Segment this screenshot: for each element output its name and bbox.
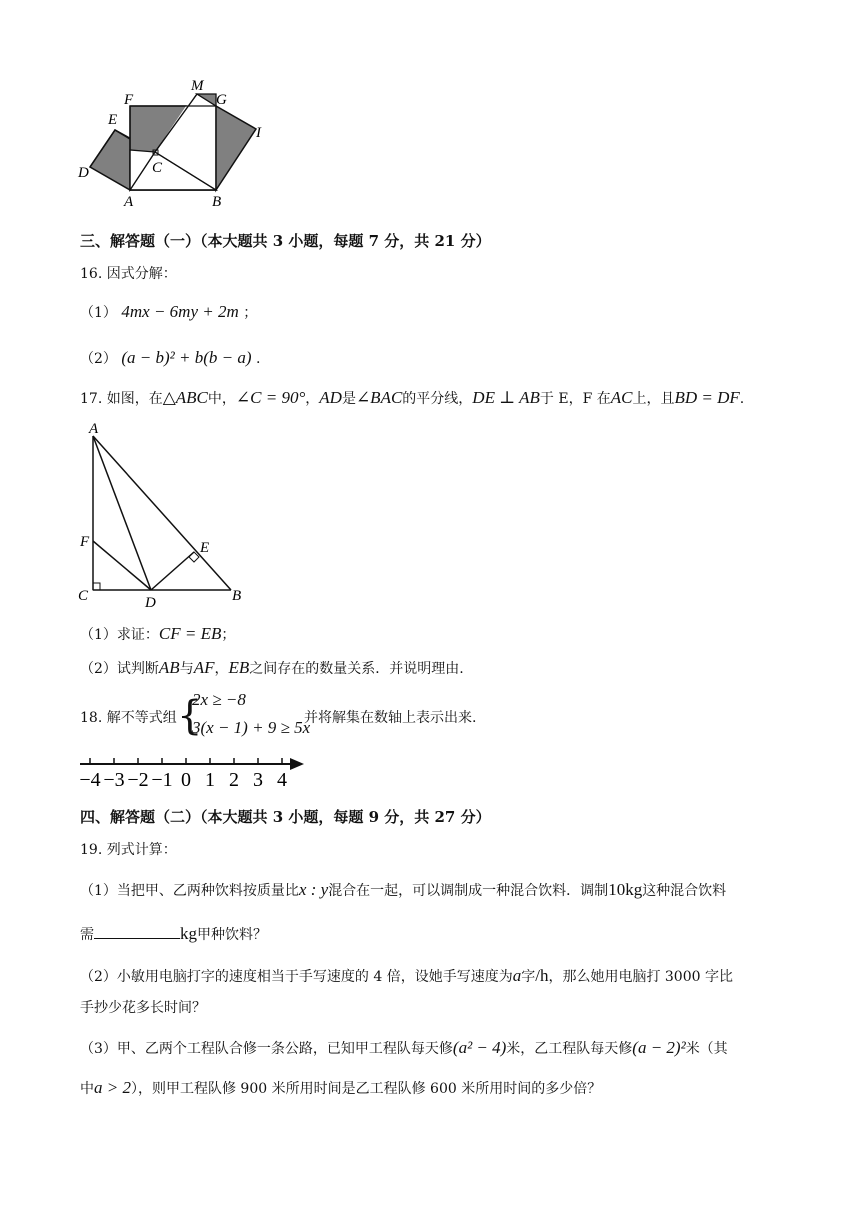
label-B: B <box>232 588 242 604</box>
q17-p2-text: 与 <box>179 661 194 677</box>
q16-stem: 16. 因式分解： <box>80 266 177 282</box>
q19-p2-text: 字 <box>521 969 536 985</box>
q17-p1-end: ； <box>221 627 236 643</box>
q19-p1-unit: kg <box>180 924 197 943</box>
q19-p3-text: 中 <box>80 1081 94 1097</box>
q17-part2 <box>80 658 464 679</box>
q17-text: 上，且 <box>632 391 675 407</box>
q16-p1-expression: 4mx − 6my + 2m <box>121 302 239 321</box>
label-A: A <box>89 421 99 437</box>
label-C: C <box>78 588 89 604</box>
q16-part1 <box>80 302 257 323</box>
q17-text: 的平分线， <box>402 391 473 407</box>
number-line-label: −4 <box>79 769 101 791</box>
q19-p2-text: （2）小敏用电脑打字的速度相当于手写速度的 4 倍，设她手写速度为 <box>80 969 513 985</box>
q19-part2-line1 <box>80 966 733 987</box>
q18-inequality-2: 3(x − 1) + 9 ≥ 5x <box>192 718 311 737</box>
q19-part3-line2 <box>80 1078 601 1099</box>
label-G: G <box>216 92 227 108</box>
q19-p1-text: 混合在一起，可以调制成一种混合饮料．调制 <box>328 883 609 899</box>
q17-p2-eb: EB <box>228 658 250 677</box>
answer-blank[interactable] <box>94 924 180 939</box>
label-C: C <box>152 160 163 176</box>
q16-part2 <box>80 348 260 369</box>
q16-p2-number: （2） <box>80 351 117 367</box>
q17-text: 17. 如图，在 <box>80 391 163 407</box>
q17-text: 中， <box>207 391 236 407</box>
label-I: I <box>256 125 261 141</box>
label-A: A <box>124 194 134 210</box>
q19-p1-text: （1）当把甲、乙两种饮料按质量比 <box>80 883 299 899</box>
q19-p3-expression-2: (a − 2)² <box>632 1038 686 1057</box>
q17-text: 是 <box>341 391 356 407</box>
q17-angle-bac: ∠BAC <box>355 388 403 407</box>
shaded-square-right <box>216 106 256 190</box>
section-4-heading: 四、解答题（二）（本大题共 3 小题，每题 9 分，共 27 分） <box>80 808 491 826</box>
q19-p1-text: 这种混合饮料 <box>642 883 727 899</box>
q17-stem <box>80 388 744 409</box>
q19-p1-quantity: 10kg <box>608 880 643 899</box>
q17-p2-text: 之间存在的数量关系．并说明理由. <box>249 661 464 677</box>
q17-text: . <box>739 391 745 407</box>
q19-p1-text: 需 <box>80 927 94 943</box>
q18-tail: 并将解集在数轴上表示出来. <box>304 710 477 726</box>
q17-de-perp: DE ⊥ AB <box>472 388 540 407</box>
figure-triangle-abc <box>76 418 256 610</box>
q17-p2-text: （2）试判断 <box>80 661 159 677</box>
q17-p2-af: AF <box>193 658 215 677</box>
q19-p3-text: （3）甲、乙两个工程队合修一条公路，已知甲工程队每天修 <box>80 1041 453 1057</box>
q17-p1-expression: CF = EB <box>158 624 222 643</box>
number-line-label: 3 <box>253 769 263 791</box>
q19-p3-text: 米（其 <box>685 1041 728 1057</box>
label-M: M <box>191 78 204 94</box>
label-B: B <box>212 194 222 210</box>
q19-p3-condition: a > 2 <box>94 1078 131 1097</box>
q19-p2-text: ，那么她用电脑打 3000 字比 <box>548 969 733 985</box>
q19-p2-unit: /h <box>535 966 549 985</box>
number-line-label: 2 <box>229 769 239 791</box>
q17-bd-df: BD = DF <box>674 388 740 407</box>
q19-stem: 19. 列式计算： <box>80 842 177 858</box>
label-F: F <box>80 534 90 550</box>
q17-text: 于 E，F 在 <box>539 391 611 407</box>
q16-p1-number: （1） <box>80 305 117 321</box>
number-line <box>76 750 316 794</box>
number-line-label: 1 <box>205 769 215 791</box>
label-E: E <box>108 112 118 128</box>
q17-p1-number: （1）求证： <box>80 627 159 643</box>
q16-p2-end: . <box>255 351 261 367</box>
figure-squares-on-triangle <box>70 72 280 212</box>
q17-angle-c: ∠C = 90° <box>235 388 306 407</box>
q19-part3-line1 <box>80 1038 728 1059</box>
q17-triangle: △ABC <box>162 388 208 407</box>
number-line-label: 4 <box>277 769 287 791</box>
number-line-label: 0 <box>181 769 191 791</box>
q19-p3-text: 米，乙工程队每天修 <box>506 1041 633 1057</box>
q19-part1-line2 <box>80 924 267 945</box>
q16-p1-end: ； <box>243 305 258 321</box>
q17-p2-ab: AB <box>158 658 180 677</box>
q19-p3-text: ），则甲工程队修 900 米所用时间是乙工程队修 600 米所用时间的多少倍？ <box>130 1081 602 1097</box>
q18-inequality-1: 2x ≥ −8 <box>192 690 246 709</box>
number-line-labels <box>79 769 287 791</box>
brace-icon: { <box>177 693 203 739</box>
q19-p1-text: 甲种饮料？ <box>197 927 267 943</box>
label-E: E <box>200 540 210 556</box>
q19-part1-line1 <box>80 880 726 901</box>
q19-p3-expression-1: (a² − 4) <box>452 1038 507 1057</box>
q17-ac: AC <box>610 388 633 407</box>
q19-p1-ratio: x : y <box>298 880 329 899</box>
q17-p2-text: ， <box>214 661 229 677</box>
q17-part1 <box>80 624 235 645</box>
label-D: D <box>78 165 89 181</box>
q17-text: ， <box>305 391 320 407</box>
number-line-label: −2 <box>127 769 149 791</box>
section-3-heading: 三、解答题（一）（本大题共 3 小题，每题 7 分，共 21 分） <box>80 232 491 250</box>
number-line-label: −3 <box>103 769 125 791</box>
q16-p2-expression: (a − b)² + b(b − a) <box>121 348 252 367</box>
q18-stem: 18. 解不等式组 <box>80 710 177 726</box>
q19-part2-line2: 手抄少花多长时间？ <box>80 1000 206 1016</box>
q19-p2-variable: a <box>512 966 522 985</box>
q17-ad: AD <box>319 388 342 407</box>
number-line-label: −1 <box>151 769 173 791</box>
label-F: F <box>124 92 134 108</box>
label-D: D <box>145 595 156 610</box>
